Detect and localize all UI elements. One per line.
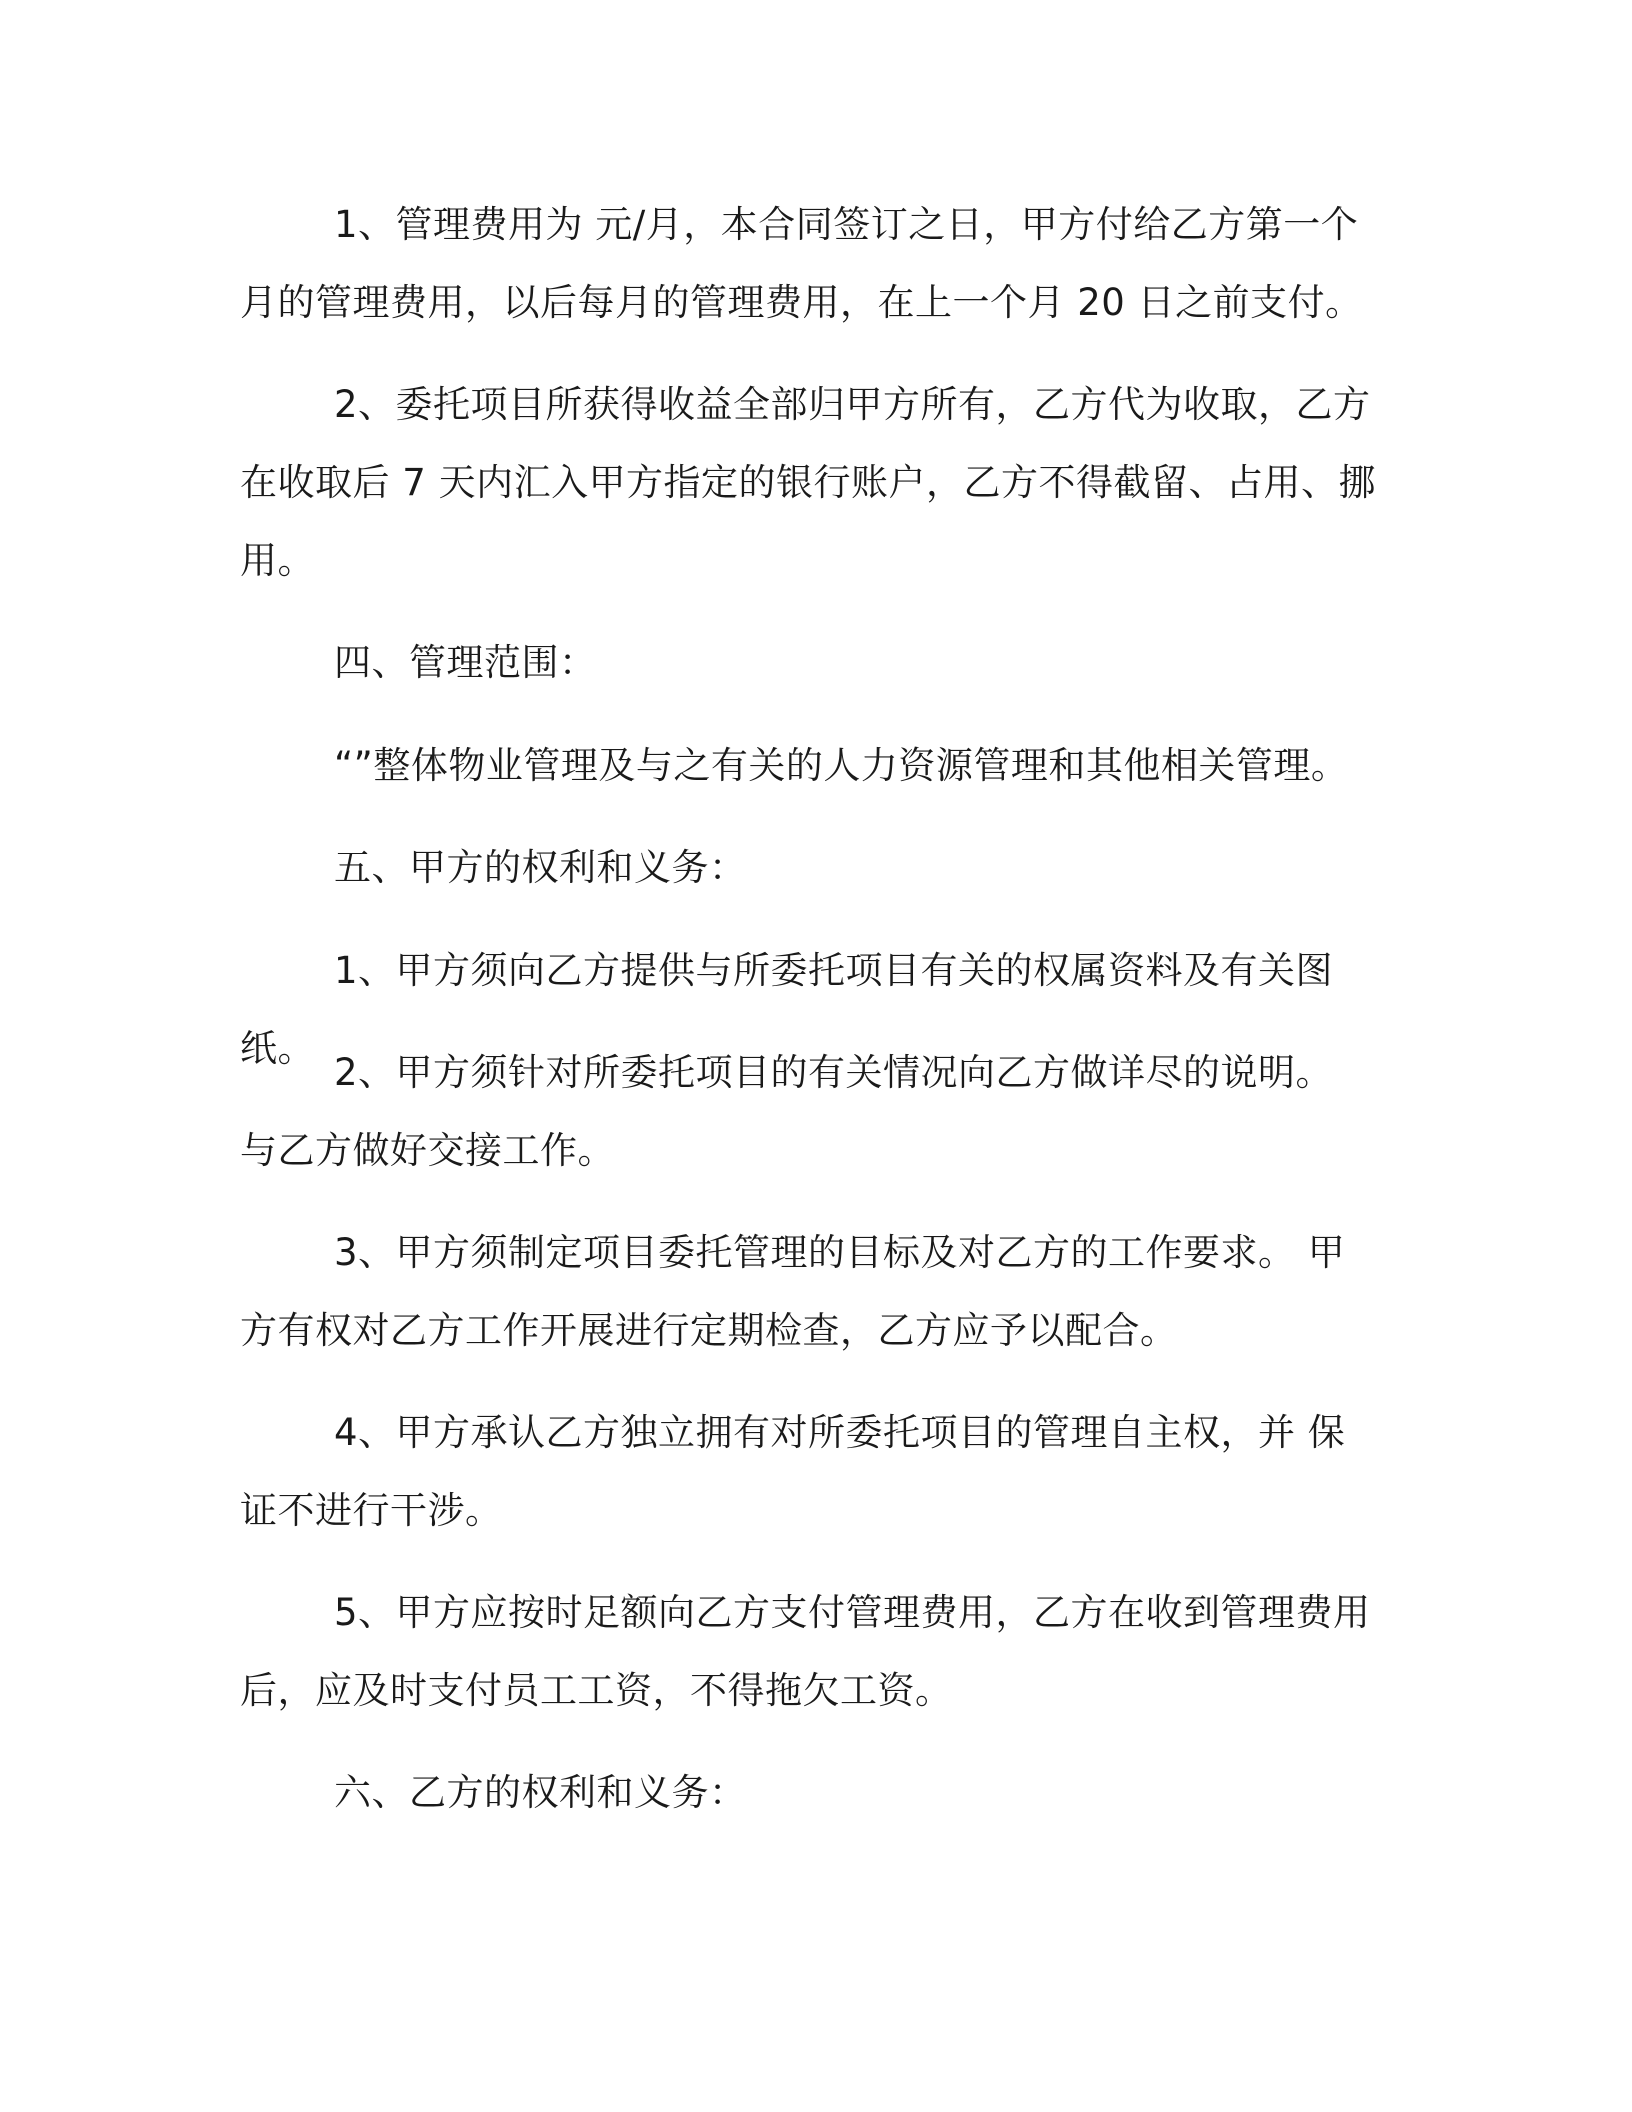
paragraph-party-a-item-5: 5、甲方应按时足额向乙方支付管理费用，乙方在收到管理费用后，应及时支付员工工资，不得拖欠工资。 (240, 1591, 1371, 1712)
paragraph-party-a-item-3: 3、甲方须制定项目委托管理的目标及对乙方的工作要求。 甲方有权对乙方工作开展进行定期检查，乙方应予以配合。 (240, 1231, 1346, 1352)
heading-management-scope: 四、管理范围： (334, 641, 597, 684)
paragraph-scope-description: “”整体物业管理及与之有关的人力资源管理和其他相关管理。 (334, 744, 1349, 787)
heading-party-a-rights: 五、甲方的权利和义务： (334, 846, 747, 889)
heading-party-b-rights: 六、乙方的权利和义务： (334, 1771, 747, 1814)
paragraph-party-a-item-4: 4、甲方承认乙方独立拥有对所委托项目的管理自主权，并 保证不进行干涉。 (240, 1411, 1346, 1532)
paragraph-revenue-collection: 2、委托项目所获得收益全部归甲方所有，乙方代为收取，乙方在收取后 7 天内汇入甲方指定的银行账户，乙方不得截留、占用、挪用。 (240, 383, 1377, 582)
paragraph-party-a-item-2: 2、甲方须针对所委托项目的有关情况向乙方做详尽的说明。 与乙方做好交接工作。 (240, 1051, 1334, 1172)
paragraph-fee-amount: 1、管理费用为 元/月，本合同签订之日，甲方付给乙方第一个月的管理费用，以后每月的管理费用，在上一个月 20 日之前支付。 (240, 203, 1363, 324)
paragraph-party-a-item-1: 1、甲方须向乙方提供与所委托项目有关的权属资料及有关图纸。 (240, 949, 1334, 1070)
